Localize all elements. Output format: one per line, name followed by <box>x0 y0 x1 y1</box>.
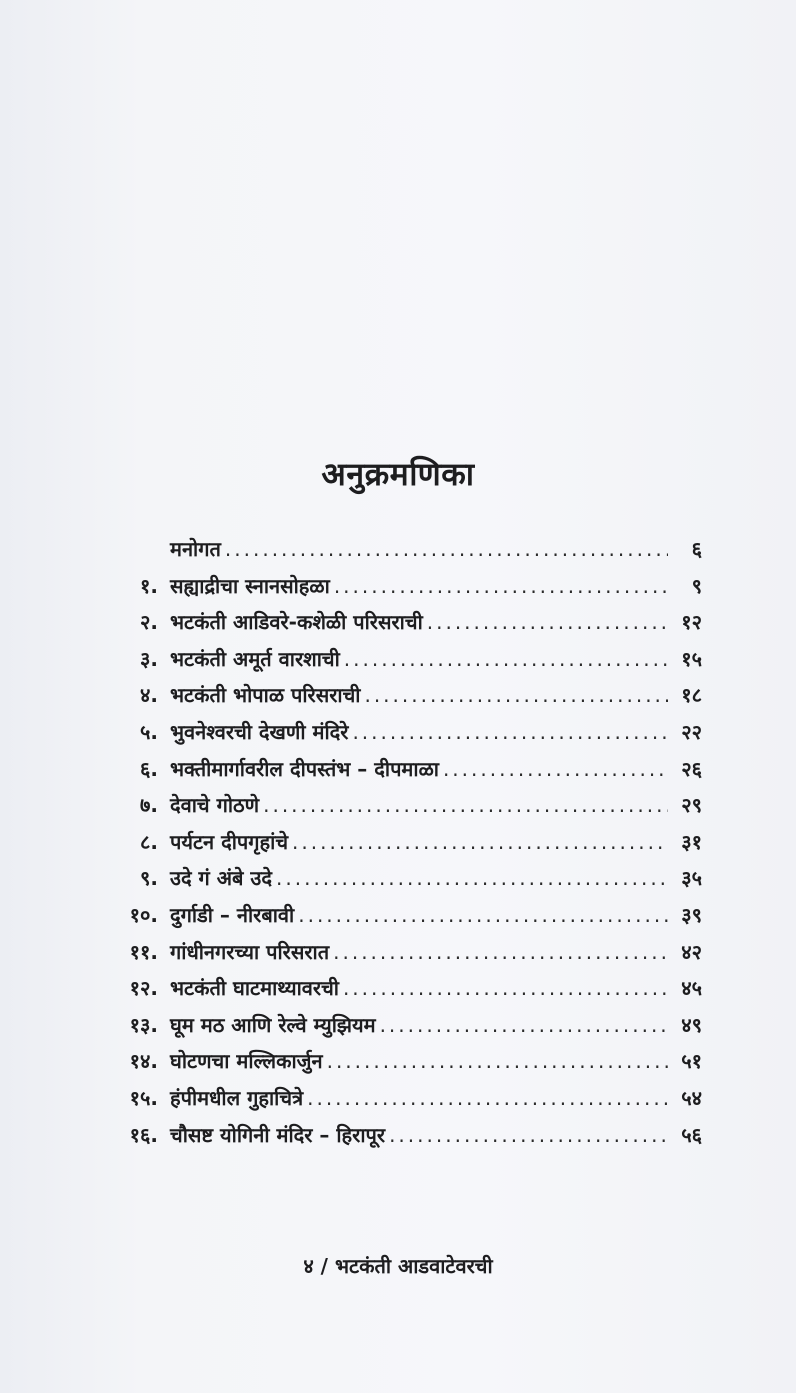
toc-entry-page: २२ <box>681 719 702 744</box>
toc-entry-page: ३१ <box>681 829 702 854</box>
toc-entry-page: १८ <box>681 683 702 708</box>
toc-entry-label: भटकंती घाटमाथ्यावरची <box>170 976 339 1001</box>
toc-entry-page: ५१ <box>681 1049 702 1074</box>
toc-entry-label: हंपीमधील गुहाचित्रे <box>170 1085 304 1110</box>
toc-entry <box>80 901 720 938</box>
toc-leader-dots <box>333 940 668 964</box>
toc-leader-dots <box>263 793 668 817</box>
toc-leader-dots <box>344 647 668 671</box>
toc-leader-dots <box>225 537 668 561</box>
toc-entry-number: ३. <box>140 646 158 671</box>
toc-entry-label: भुवनेश्वरची देखणी मंदिरे <box>170 719 349 744</box>
toc-leader-dots <box>352 720 668 744</box>
toc-entry <box>80 828 720 865</box>
toc-entry-page: २६ <box>681 756 702 781</box>
toc-entry-number: ५. <box>140 719 158 744</box>
toc-entry-label: भटकंती आडिवरे-कशेळी परिसराची <box>170 610 423 635</box>
toc-leader-dots <box>343 976 668 1000</box>
toc-entry <box>80 1047 720 1084</box>
toc-entry-number: १०. <box>129 902 158 927</box>
toc-leader-dots <box>298 903 668 927</box>
toc-leader-dots <box>334 574 668 598</box>
toc-leader-dots <box>443 757 668 781</box>
toc-entry-number: ७. <box>140 793 158 818</box>
toc-entry <box>80 755 720 792</box>
toc-entry-page: ९ <box>691 573 702 598</box>
toc-entry-label: भटकंती अमूर्त वारशाची <box>170 646 340 671</box>
toc-entry-number: १५. <box>129 1085 158 1110</box>
toc-entry-label: भटकंती भोपाळ परिसराची <box>170 683 361 708</box>
toc-leader-dots <box>380 1013 668 1037</box>
toc-leader-dots <box>327 1049 668 1073</box>
toc-leader-dots <box>307 1086 668 1110</box>
toc-entry-page: २९ <box>681 793 702 818</box>
toc-entry-page: ४२ <box>681 939 702 964</box>
toc-entry <box>80 1011 720 1048</box>
toc-entry-label: उदे गं अंबे उदे <box>170 866 273 891</box>
toc-entry-label: पर्यटन दीपगृहांचे <box>170 829 289 854</box>
toc-entry <box>80 535 720 572</box>
toc-entry <box>80 681 720 718</box>
toc-entry-page: ५४ <box>681 1085 702 1110</box>
toc-entry-label: मनोगत <box>170 537 221 561</box>
toc-entry-label: चौसष्ट योगिनी मंदिर – हिरापूर <box>170 1122 386 1147</box>
toc-entry-label: घोटणचा मल्लिकार्जुन <box>170 1049 323 1074</box>
toc-entry-page: ३५ <box>681 866 702 891</box>
toc-entry-number: १. <box>140 573 158 598</box>
toc-leader-dots <box>276 866 668 890</box>
toc-entry-page: १५ <box>681 646 702 671</box>
toc-entry-number: १३. <box>129 1012 158 1037</box>
toc-entry <box>80 864 720 901</box>
table-of-contents <box>80 535 720 1157</box>
toc-entry <box>80 791 720 828</box>
toc-entry <box>80 938 720 975</box>
toc-entry-number: १२. <box>129 976 158 1001</box>
toc-entry-page: ६ <box>691 537 702 561</box>
toc-entry <box>80 608 720 645</box>
toc-title: अनुक्रमणिका <box>321 455 475 493</box>
toc-entry-label: दुर्गाडी – नीरबावी <box>170 902 295 927</box>
toc-entry-page: १२ <box>681 610 702 635</box>
page-footer: ४ / भटकंती आडवाटेवरची <box>303 1254 493 1278</box>
toc-leader-dots <box>427 610 668 634</box>
toc-entry-label: गांधीनगरच्या परिसरात <box>170 939 330 964</box>
toc-entry-label: घूम मठ आणि रेल्वे म्युझियम <box>170 1012 376 1037</box>
toc-entry <box>80 718 720 755</box>
toc-entry-number: १६. <box>129 1122 158 1147</box>
toc-entry <box>80 974 720 1011</box>
toc-leader-dots <box>292 830 668 854</box>
toc-entry-number: ६. <box>140 756 158 781</box>
toc-entry-label: भक्तीमार्गावरील दीपस्तंभ – दीपमाळा <box>170 756 439 781</box>
toc-entry-label: देवाचे गोठणे <box>170 793 260 818</box>
toc-leader-dots <box>389 1123 668 1147</box>
toc-entry-number: ११. <box>129 939 158 964</box>
toc-entry-page: ५६ <box>681 1122 702 1147</box>
toc-leader-dots <box>364 683 668 707</box>
toc-entry-number: ४. <box>140 683 158 708</box>
toc-entry <box>80 1084 720 1121</box>
toc-entry-number: ९. <box>140 866 158 891</box>
toc-entry-number: ८. <box>140 829 158 854</box>
toc-entry <box>80 572 720 609</box>
toc-entry-number: १४. <box>129 1049 158 1074</box>
toc-entry-label: सह्याद्रीचा स्नानसोहळा <box>170 573 330 598</box>
toc-entry-page: ३९ <box>681 902 702 927</box>
toc-entry-page: ४९ <box>681 1012 702 1037</box>
toc-entry <box>80 1121 720 1158</box>
toc-entry-number: २. <box>140 610 158 635</box>
toc-entry-page: ४५ <box>681 976 702 1001</box>
toc-entry <box>80 645 720 682</box>
